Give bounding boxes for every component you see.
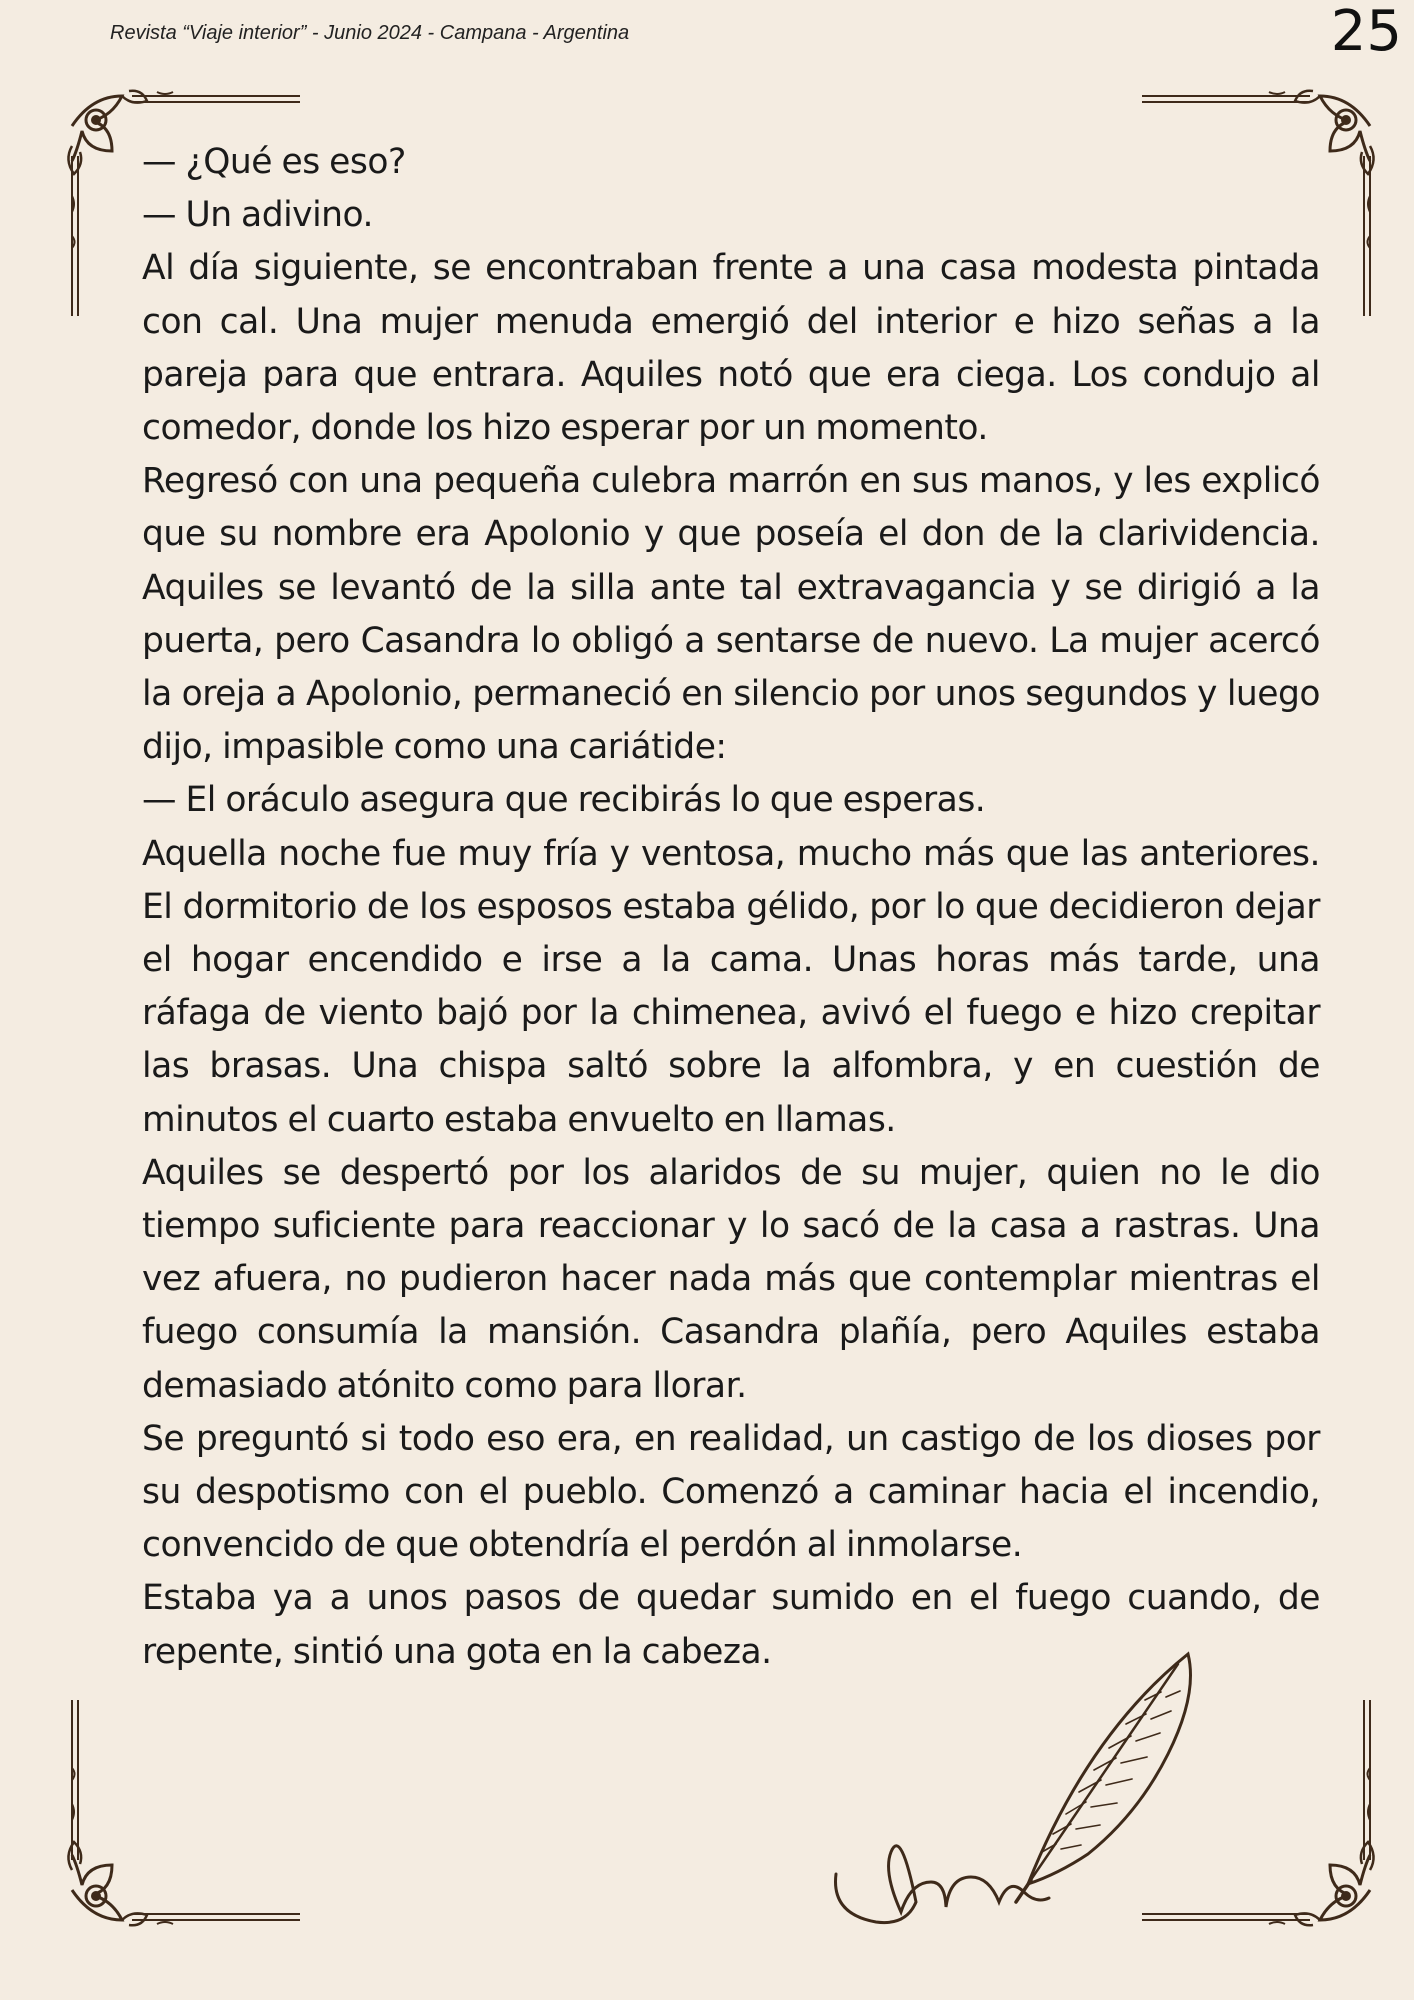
quill-pen-icon [826,1644,1196,1930]
paragraph: Regresó con una pequeña culebra marrón en sus manos, y les explicó que su nombre era Apolonio y que poseía el don de la clarividencia. Aquiles se levantó de la silla ante tal extravagancia y se dirigió a la puerta, pero Casandra lo obligó a sentarse de nuevo. La mujer acercó la oreja a Apolonio, permaneció en silencio por unos segundos y luego dijo, impasible como una cariátide: [142,461,1320,768]
dialogue-line: — ¿Qué es eso? [142,142,406,182]
page-number: 25 [1330,0,1402,64]
magazine-header: Revista “Viaje interior” - Junio 2024 - Campana - Argentina [110,22,630,44]
paragraph: Se preguntó si todo eso era, en realidad, un castigo de los dioses por su despotismo con el pueblo. Comenzó a caminar hacia el incendio, convencido de que obtendría el perdón al inmolarse. [142,1418,1320,1566]
dialogue-line: — El oráculo asegura que recibirás lo que esperas. [142,780,986,821]
flourish-corner-icon [62,1696,302,1930]
paragraph: Aquiles se despertó por los alaridos de su mujer, quien no le dio tiempo suficiente para reaccionar y lo sacó de la casa a rastras. Una vez afuera, no pudieron hacer nada más que contemplar mientras el fuego consumía la mansión. Casandra plañía, pero Aquiles estaba demasiado atónito como para llorar. [142,1152,1320,1406]
paragraph: Al día siguiente, se encontraban frente a una casa modesta pintada con cal. Una mujer menuda emergió del interior e hizo señas a la pareja para que entrara. Aquiles notó que era ciega. Los condujo al comedor, donde los hizo esperar por un momento. [142,248,1320,449]
paragraph: Aquella noche fue muy fría y ventosa, mucho más que las anteriores. El dormitorio de los esposos estaba gélido, por lo que decidieron dejar el hogar encendido e irse a la cama. Unas horas más tarde, una ráfaga de viento bajó por la chimenea, avivó el fuego e hizo crepitar las brasas. Una chispa saltó sobre la alfombra, y en cuestión de minutos el cuarto estaba envuelto en llamas. [142,833,1320,1140]
dialogue-line: — Un adivino. [142,195,374,236]
story-text [142,136,1320,1679]
paragraph: Estaba ya a unos pasos de quedar sumido en el fuego cuando, de repente, sintió una gota en la cabeza. [142,1578,1320,1672]
